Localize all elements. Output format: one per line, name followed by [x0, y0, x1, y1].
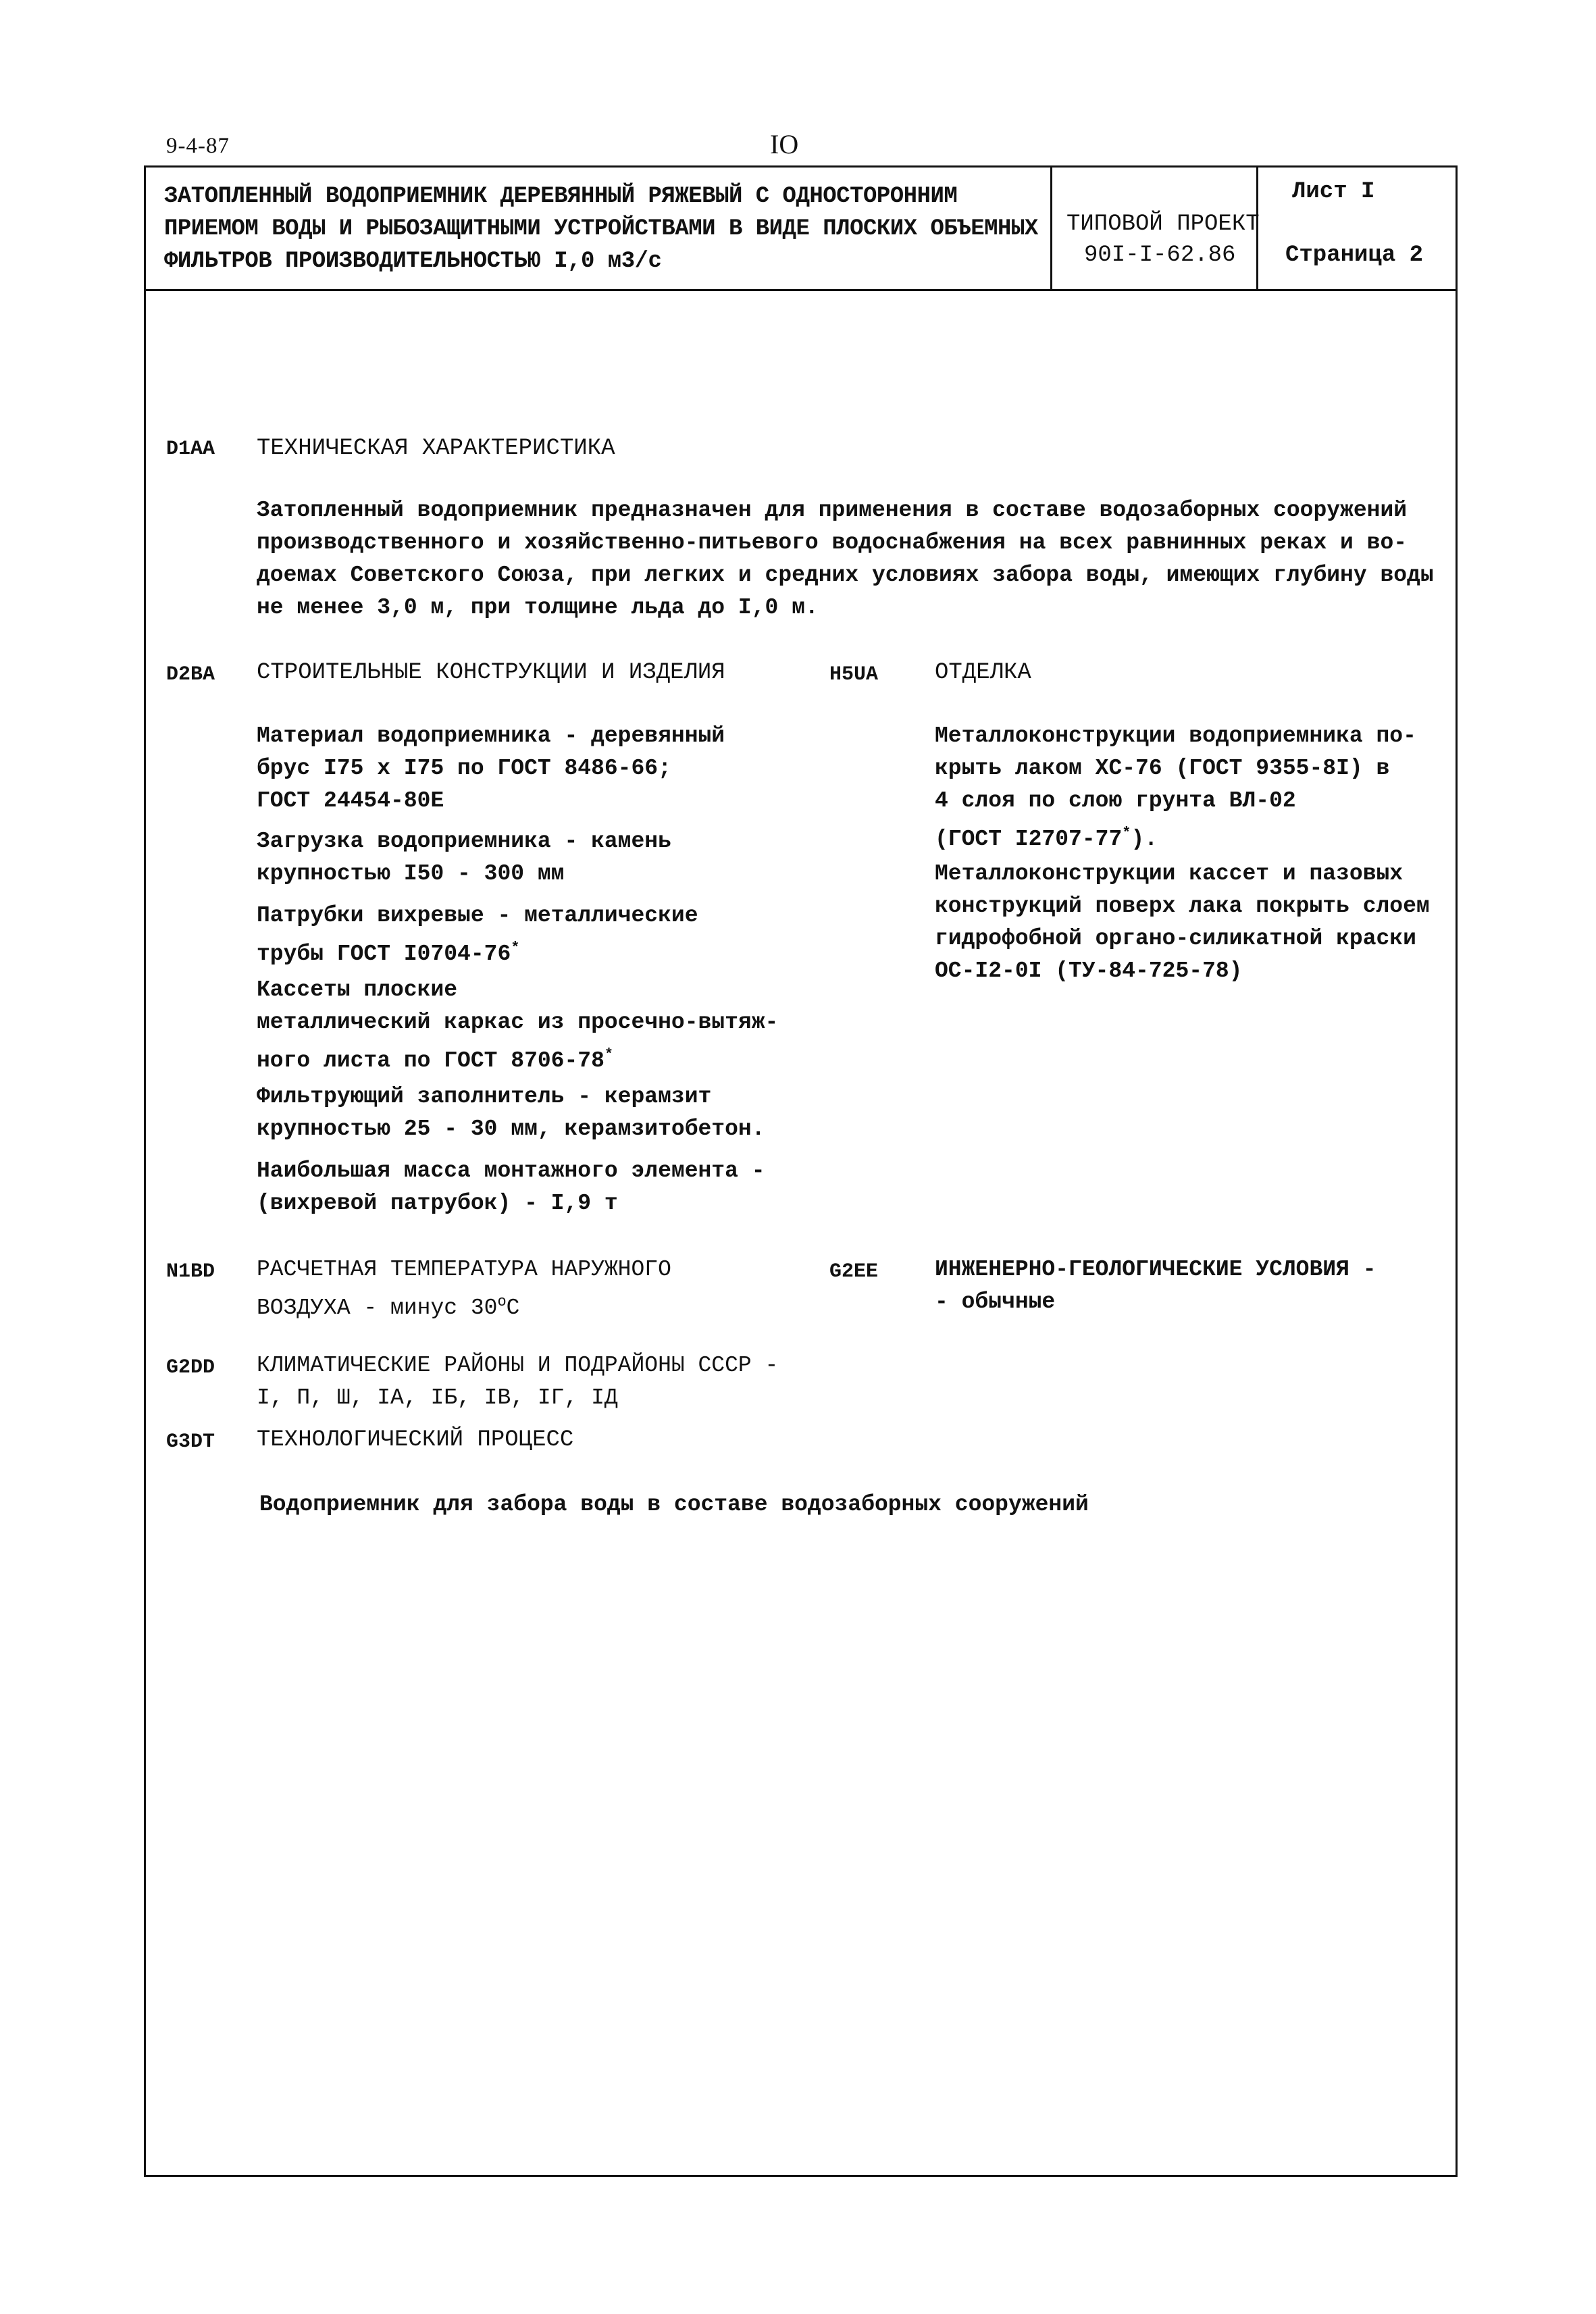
- item-line-text: ного листа по ГОСТ 8706-78: [257, 1048, 604, 1073]
- finishing-item: [935, 720, 1416, 856]
- structures-item: [257, 974, 778, 1077]
- section-code: G2DD: [166, 1356, 215, 1379]
- structures-item: [257, 825, 671, 890]
- item-line: гидрофобной органо-силикатной краски: [935, 926, 1416, 951]
- page-number: IO: [770, 129, 799, 159]
- temperature-unit: C: [506, 1295, 520, 1320]
- document-title: [164, 180, 1184, 278]
- item-line: крыть лаком ХС-76 (ГОСТ 9355-8I) в: [935, 756, 1390, 781]
- structures-item: [257, 1155, 765, 1220]
- section-code: N1BD: [166, 1260, 215, 1283]
- section-heading-finishing: ОТДЕЛКА: [935, 660, 1031, 686]
- title-line: ПРИЕМОМ ВОДЫ И РЫБОЗАЩИТНЫМИ УСТРОЙСТВАМИ В ВИДЕ ПЛОСКИХ ОБЪЕМНЫХ: [164, 216, 1038, 242]
- item-line: металлический каркас из просечно-вытяж-: [257, 1010, 779, 1035]
- temperature-block: [257, 1254, 671, 1325]
- document-reference: 9-4-87: [166, 134, 230, 158]
- item-line: Металлоконструкции кассет и пазовых: [935, 861, 1404, 886]
- project-type-label: ТИПОВОЙ ПРОЕКТ: [1066, 211, 1260, 237]
- item-line: брус I75 х I75 по ГОСТ 8486-66;: [257, 756, 671, 781]
- section-code: D1AA: [166, 438, 215, 461]
- item-line: [257, 932, 698, 971]
- item-line: Металлоконструкции водоприемника по-: [935, 723, 1416, 748]
- geology-block: [935, 1254, 1376, 1318]
- paragraph-line: Затопленный водоприемник предназначен для применения в составе водозаборных сооружений: [257, 498, 1408, 523]
- item-line: I, П, Ш, IА, IБ, IВ, IГ, IД: [257, 1385, 618, 1410]
- paragraph-line: производственного и хозяйственно-питьевого водоснабжения на всех равнинных реках и во-: [257, 530, 1408, 555]
- section-code: H5UA: [829, 663, 879, 686]
- item-line: (вихревой патрубок) - I,9 т: [257, 1191, 618, 1216]
- item-line-suffix: ).: [1131, 827, 1158, 852]
- project-code: 90I-I-62.86: [1084, 242, 1236, 268]
- section-code: G3DT: [166, 1431, 215, 1454]
- item-line: КЛИМАТИЧЕСКИЕ РАЙОНЫ И ПОДРАЙОНЫ СССР -: [257, 1353, 779, 1378]
- item-line: Загрузка водоприемника - камень: [257, 829, 671, 854]
- section-code: D2BA: [166, 663, 215, 686]
- structures-item: [257, 1081, 765, 1146]
- section-code: G2EE: [829, 1260, 879, 1283]
- item-line: ОС-I2-0I (ТУ-84-725-78): [935, 958, 1243, 983]
- structures-item: [257, 720, 725, 817]
- structures-item: [257, 900, 698, 971]
- item-line-text: трубы ГОСТ I0704-76: [257, 942, 511, 967]
- title-line: ЗАТОПЛЕННЫЙ ВОДОПРИЕМНИК ДЕРЕВЯННЫЙ РЯЖЕВЫЙ С ОДНОСТОРОННИМ: [164, 184, 958, 209]
- item-line: конструкций поверх лака покрыть слоем: [935, 894, 1430, 919]
- item-line: Материал водоприемника - деревянный: [257, 723, 725, 748]
- asterisk: *: [604, 1046, 614, 1063]
- section-heading-process: ТЕХНОЛОГИЧЕСКИЙ ПРОЦЕСС: [257, 1427, 574, 1453]
- title-block: [144, 165, 1458, 291]
- process-description: Водоприемник для забора воды в составе водозаборных сооружений: [259, 1492, 1089, 1517]
- item-line: [257, 1039, 778, 1077]
- section-heading-structures: СТРОИТЕЛЬНЫЕ КОНСТРУКЦИИ И ИЗДЕЛИЯ: [257, 660, 725, 686]
- item-line: [257, 1286, 671, 1325]
- item-line: - обычные: [935, 1289, 1056, 1314]
- climate-block: [257, 1349, 778, 1414]
- page-label: Страница 2: [1285, 242, 1424, 268]
- sheet-label: Лист I: [1292, 179, 1375, 205]
- item-line: Кассеты плоские: [257, 977, 458, 1002]
- tech-description: [257, 494, 1434, 624]
- section-heading-tech: ТЕХНИЧЕСКАЯ ХАРАКТЕРИСТИКА: [257, 436, 615, 461]
- item-line-text: ВОЗДУХА - минус 30: [257, 1295, 498, 1320]
- item-line: ИНЖЕНЕРНО-ГЕОЛОГИЧЕСКИЕ УСЛОВИЯ -: [935, 1257, 1376, 1282]
- item-line: Наибольшая масса монтажного элемента -: [257, 1158, 765, 1183]
- degree-sign: o: [497, 1293, 507, 1310]
- asterisk: *: [1122, 825, 1131, 842]
- title-line: ФИЛЬТРОВ ПРОИЗВОДИТЕЛЬНОСТЬЮ I,0 м3/с: [164, 249, 662, 274]
- asterisk: *: [511, 940, 520, 956]
- item-line: крупностью I50 - 300 мм: [257, 861, 565, 886]
- paragraph-line: доемах Советского Союза, при легких и средних условиях забора воды, имеющих глубину воды: [257, 563, 1434, 588]
- item-line: РАСЧЕТНАЯ ТЕМПЕРАТУРА НАРУЖНОГО: [257, 1257, 671, 1282]
- item-line: ГОСТ 24454-80Е: [257, 788, 444, 813]
- finishing-item: [935, 858, 1430, 987]
- item-line: Патрубки вихревые - металлические: [257, 903, 698, 928]
- item-line: [935, 817, 1416, 856]
- paragraph-line: не менее 3,0 м, при толщине льда до I,0 м.: [257, 595, 819, 620]
- item-line: 4 слоя по слою грунта ВЛ-02: [935, 788, 1296, 813]
- item-line: крупностью 25 - 30 мм, керамзитобетон.: [257, 1116, 765, 1141]
- item-line-text: (ГОСТ I2707-77: [935, 827, 1123, 852]
- item-line: Фильтрующий заполнитель - керамзит: [257, 1084, 712, 1109]
